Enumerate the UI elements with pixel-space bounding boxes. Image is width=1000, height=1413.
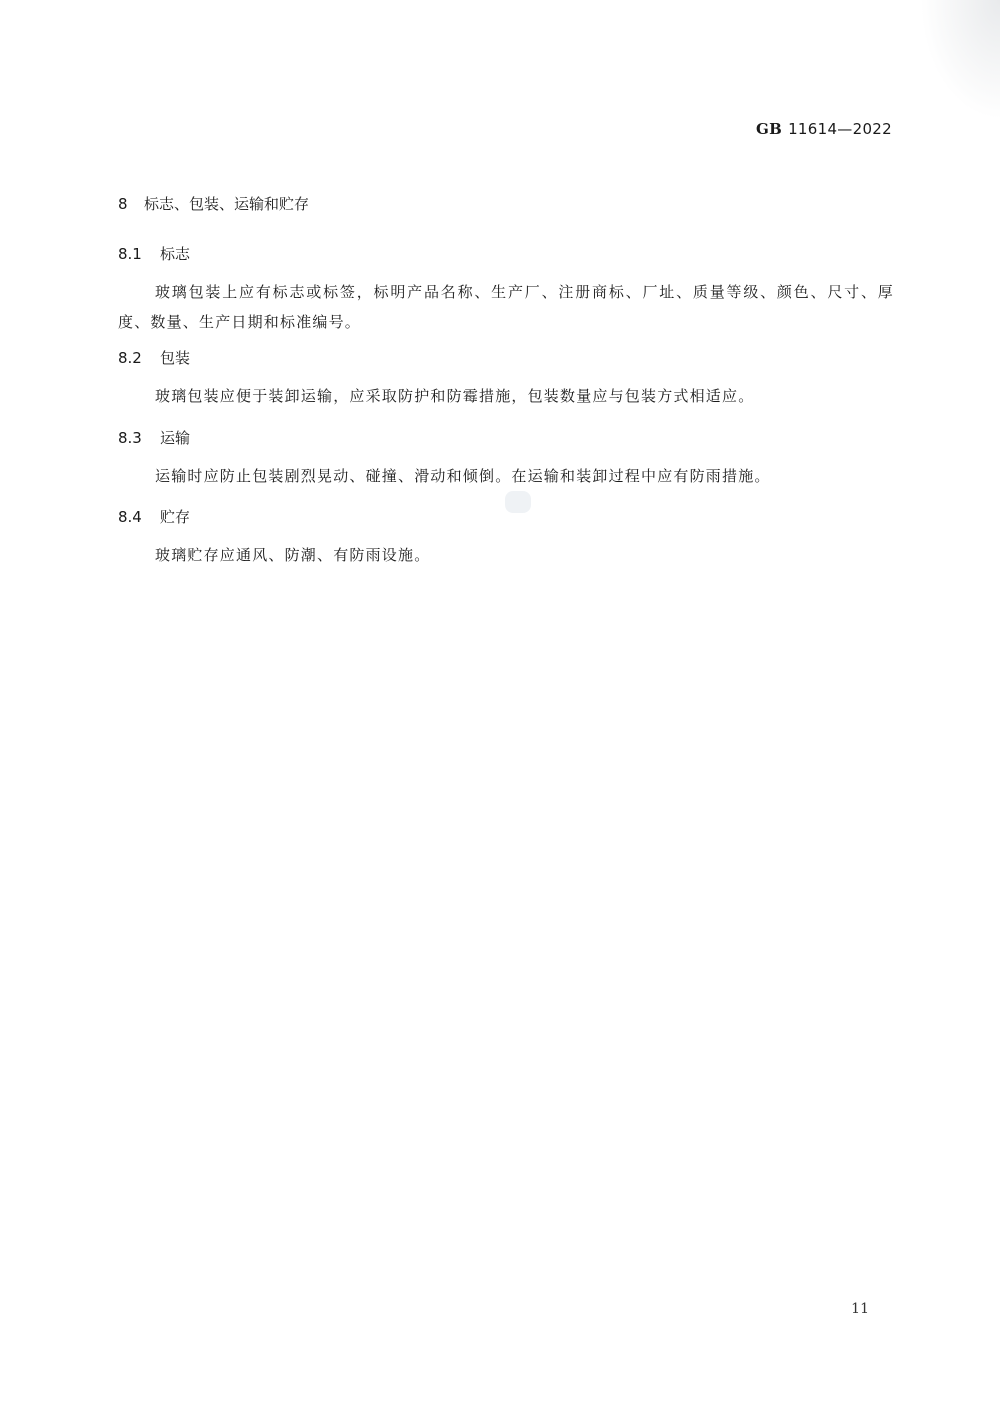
- chapter-heading: [118, 193, 309, 214]
- scan-shading: [920, 0, 1000, 120]
- standard-code: 11614—2022: [788, 120, 892, 138]
- section-heading-8-2: [118, 347, 190, 368]
- standard-number: [756, 120, 892, 138]
- section-title: 标志: [160, 245, 191, 263]
- section-title: 贮存: [160, 508, 191, 526]
- section-number: 8.2: [118, 349, 142, 367]
- section-body-8-3: 运输时应防止包装剧烈晃动、碰撞、滑动和倾倒。在运输和装卸过程中应有防雨措施。: [155, 467, 771, 485]
- standard-prefix: GB: [756, 120, 783, 138]
- chapter-number: 8: [118, 195, 128, 213]
- section-number: 8.1: [118, 245, 142, 263]
- section-title: 包装: [160, 349, 191, 367]
- section-heading-8-4: [118, 506, 190, 527]
- section-body-8-1: 玻璃包装上应有标志或标签，标明产品名称、生产厂、注册商标、厂址、质量等级、颜色、尺寸、厚度、数量、生产日期和标准编号。: [118, 283, 894, 331]
- section-title: 运输: [160, 429, 191, 447]
- section-heading-8-1: [118, 243, 190, 264]
- section-body-8-4: 玻璃贮存应通风、防潮、有防雨设施。: [155, 546, 431, 564]
- section-heading-8-3: [118, 427, 190, 448]
- section-body-8-2: 玻璃包装应便于装卸运输，应采取防护和防霉措施，包装数量应与包装方式相适应。: [155, 387, 755, 405]
- section-number: 8.4: [118, 508, 142, 526]
- page-number: 11: [851, 1301, 869, 1317]
- section-number: 8.3: [118, 429, 142, 447]
- chapter-title: 标志、包装、运输和贮存: [144, 195, 310, 213]
- watermark-logo: [505, 491, 531, 513]
